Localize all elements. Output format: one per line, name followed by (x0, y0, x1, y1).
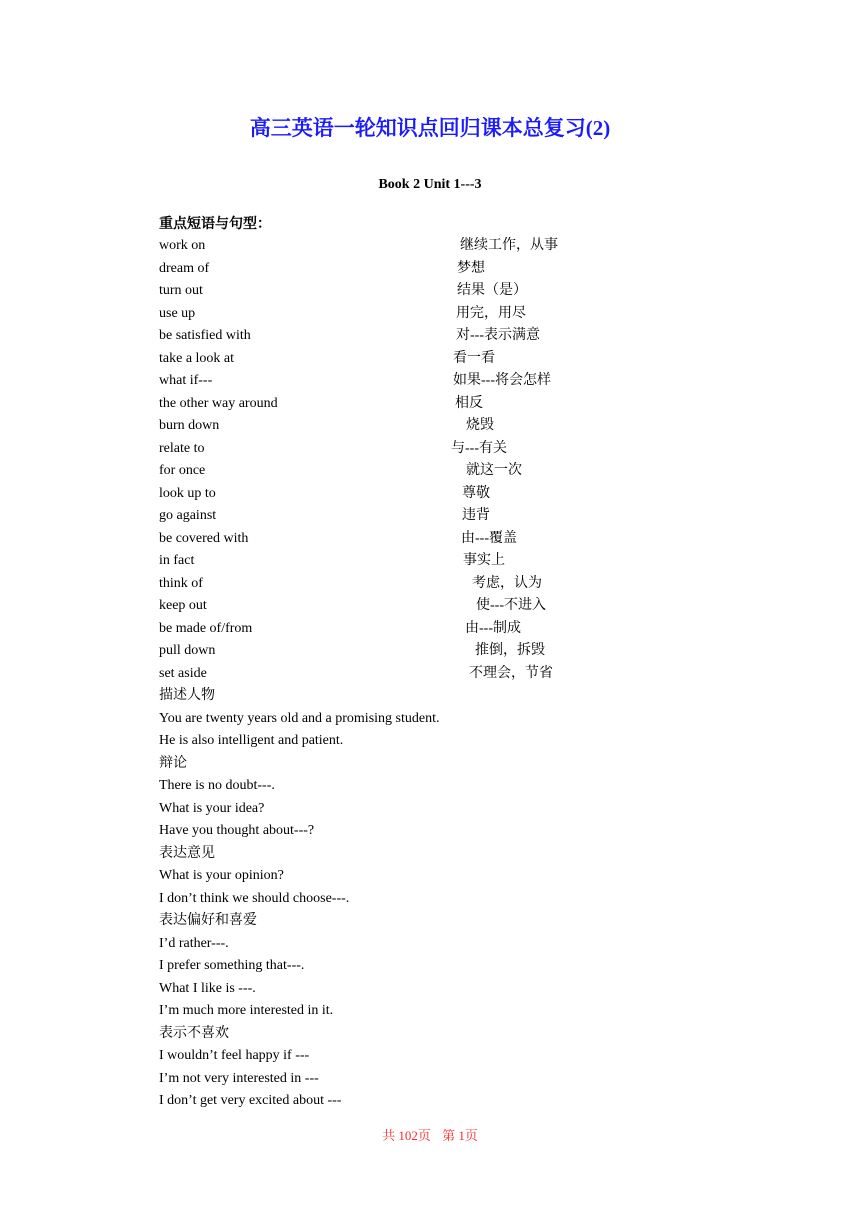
text-line: I’m much more interested in it. (159, 1003, 334, 1018)
text-line: 辩论 (159, 755, 187, 771)
phrase-chinese: 继续工作，从事 (460, 238, 558, 253)
text-line: 描述人物 (159, 688, 215, 703)
phrase-english: what if--- (159, 373, 213, 388)
phrase-chinese: 考虑，认为 (472, 575, 542, 591)
phrase-english: go against (159, 508, 217, 523)
phrase-english: in fact (159, 553, 195, 568)
phrase-english: use up (159, 305, 196, 321)
phrase-chinese: 看一看 (453, 350, 495, 366)
phrase-chinese: 就这一次 (466, 463, 522, 478)
page-footer (0, 1127, 860, 1145)
phrase-chinese: 由---制成 (465, 620, 521, 636)
phrase-english: for once (159, 463, 206, 478)
phrase-chinese: 由---覆盖 (461, 530, 517, 546)
text-line: 表达偏好和喜爱 (159, 913, 257, 928)
text-line: You are twenty years old and a promising student. (159, 710, 440, 726)
phrase-chinese: 推倒，拆毁 (475, 643, 545, 658)
text-line: There is no doubt---. (159, 778, 275, 793)
text-line: What I like is ---. (159, 980, 256, 996)
phrase-chinese: 事实上 (463, 553, 505, 568)
phrase-english: pull down (159, 643, 216, 658)
text-line: 表示不喜欢 (159, 1025, 229, 1041)
phrase-english: the other way around (159, 395, 278, 411)
phrase-chinese: 违背 (462, 508, 490, 523)
text-line: I wouldn’t feel happy if --- (159, 1048, 310, 1063)
phrase-chinese: 使---不进入 (476, 598, 546, 613)
text-line: What is your idea? (159, 800, 265, 816)
section-heading: 重点短语与句型： (159, 217, 271, 232)
phrase-english: burn down (159, 418, 220, 433)
phrase-chinese: 不理会，节省 (469, 665, 553, 681)
text-line: Have you thought about---? (159, 823, 315, 838)
phrase-english: be satisfied with (159, 328, 251, 343)
text-line: I’m not very interested in --- (159, 1070, 319, 1086)
phrase-english: set aside (159, 665, 207, 681)
text-line: What is your opinion? (159, 868, 284, 883)
phrase-chinese: 与---有关 (451, 440, 507, 456)
text-line: I don’t get very excited about --- (159, 1093, 342, 1108)
text-line: He is also intelligent and patient. (159, 733, 344, 748)
phrase-chinese: 结果（是） (457, 283, 527, 298)
phrase-english: dream of (159, 260, 210, 276)
phrase-chinese: 如果---将会怎样 (453, 373, 551, 388)
phrase-chinese: 用完，用尽 (456, 305, 526, 321)
phrase-chinese: 对---表示满意 (456, 328, 540, 343)
page-total: 共 102页 (382, 1128, 431, 1143)
phrase-english: relate to (159, 440, 205, 456)
phrase-chinese: 梦想 (457, 260, 485, 276)
text-line: 表达意见 (159, 845, 215, 861)
page-current: 第 1页 (442, 1128, 478, 1143)
text-line: I prefer something that---. (159, 958, 305, 973)
page-subtitle: Book 2 Unit 1---3 (378, 177, 482, 192)
phrase-english: take a look at (159, 350, 235, 366)
phrase-english: keep out (159, 598, 207, 613)
phrase-english: be covered with (159, 530, 249, 546)
text-line: I don’t think we should choose---. (159, 890, 350, 906)
phrase-english: work on (159, 238, 206, 253)
phrase-english: turn out (159, 283, 203, 298)
phrase-english: be made of/from (159, 620, 253, 636)
text-line: I’d rather---. (159, 935, 229, 951)
phrase-chinese: 烧毁 (466, 418, 494, 433)
page-title: 高三英语一轮知识点回归课本总复习(2) (249, 116, 611, 140)
phrase-english: look up to (159, 485, 216, 501)
phrase-chinese: 相反 (455, 395, 483, 411)
phrase-english: think of (159, 575, 203, 591)
phrase-chinese: 尊敬 (462, 485, 490, 501)
